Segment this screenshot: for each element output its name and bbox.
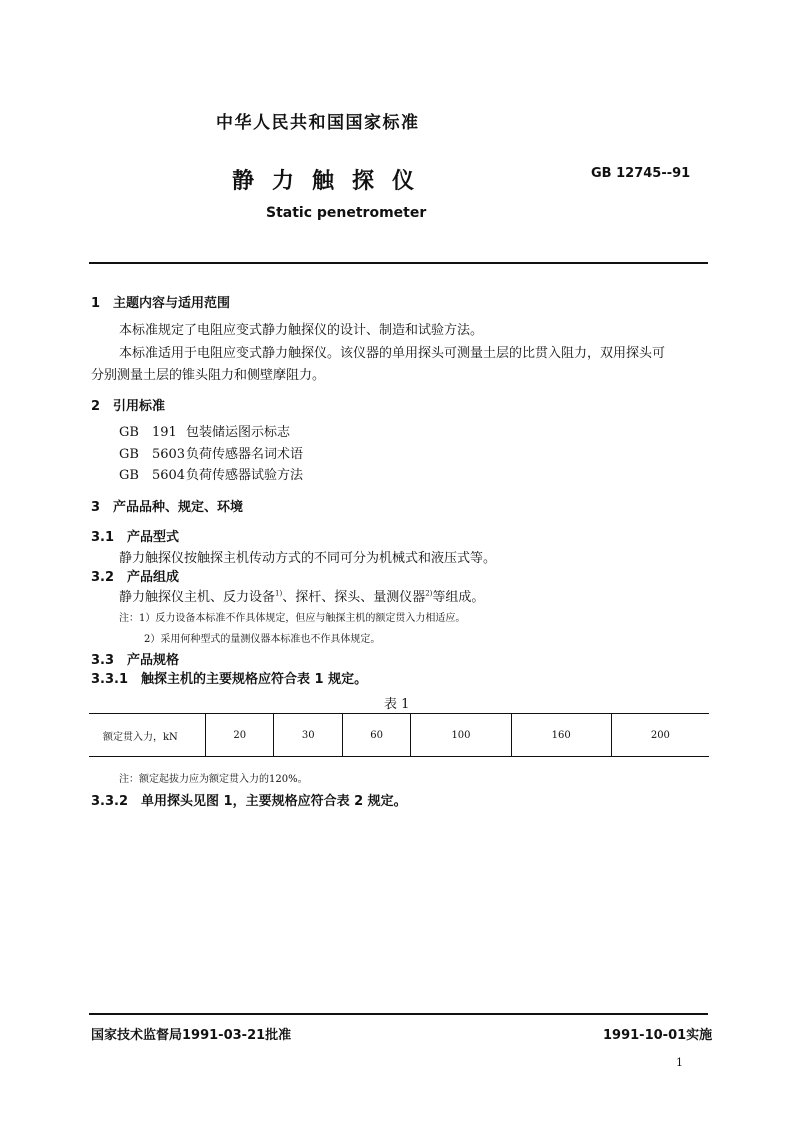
footer-divider: [89, 1013, 708, 1015]
table-cell: 30: [274, 714, 342, 757]
reference-title: 负荷传感器名词术语: [186, 447, 304, 462]
effective-date: 1991-10-01实施: [603, 1028, 713, 1043]
footnote-marker-2: 2): [425, 589, 433, 598]
section-3-3-heading: 3.3 产品规格: [91, 653, 180, 668]
section-3-heading: 3 产品品种、规定、环境: [91, 500, 244, 515]
approval-text: 国家技术监督局1991-03-21批准: [91, 1028, 292, 1043]
header-divider: [89, 262, 708, 264]
reference-code: GB 191: [119, 425, 177, 440]
table-note: 注：额定起拔力应为额定贯入力的120%。: [119, 774, 308, 785]
section-2-heading: 2 引用标准: [91, 399, 166, 414]
composition-part-c: 等组成。: [432, 590, 485, 605]
section-3-1-text: 静力触探仪按触探主机传动方式的不同可分为机械式和液压式等。: [119, 551, 497, 566]
reference-code: GB 5604: [119, 468, 186, 483]
section-3-3-2-text: 3.3.2 单用探头见图 1，主要规格应符合表 2 规定。: [91, 794, 407, 809]
english-subtitle: Static penetrometer: [266, 205, 427, 221]
footnote-marker-1: 1): [275, 589, 283, 598]
table-cell: 20: [206, 714, 274, 757]
section-1-paragraph-1: 本标准规定了电阻应变式静力触探仪的设计、制造和试验方法。: [119, 323, 484, 338]
table-cell: 160: [511, 714, 611, 757]
standard-code: GB 12745--91: [591, 166, 691, 181]
table-cell: 100: [411, 714, 511, 757]
section-1-heading: 1 主题内容与适用范围: [91, 296, 231, 311]
table-caption: 表 1: [384, 697, 410, 712]
national-standard-label: 中华人民共和国国家标准: [216, 113, 420, 133]
page-title: 静力触探仪: [232, 169, 433, 194]
section-3-3-1-text: 3.3.1 触探主机的主要规格应符合表 1 规定。: [91, 672, 368, 687]
page-number: 1: [676, 1056, 683, 1069]
note-1: 注：1）反力设备本标准不作具体规定，但应与触探主机的额定贯入力相适应。: [119, 613, 466, 624]
section-1-paragraph-2a: 本标准适用于电阻应变式静力触探仪。该仪器的单用探头可测量土层的比贯入阻力，双用探头可: [119, 346, 666, 361]
reference-title: 负荷传感器试验方法: [186, 468, 304, 483]
table-header-cell: 额定贯入力，kN: [89, 714, 206, 757]
note-2: 2）采用何种型式的量测仪器本标准也不作具体规定。: [144, 634, 381, 645]
composition-part-b: 、探杆、探头、量测仪器: [282, 590, 426, 605]
reference-title: 包装储运图示标志: [186, 425, 291, 440]
section-3-1-heading: 3.1 产品型式: [91, 530, 180, 545]
reference-code: GB 5603: [119, 447, 186, 462]
table-cell: 60: [342, 714, 410, 757]
composition-part-a: 静力触探仪主机、反力设备: [119, 590, 276, 605]
table-cell: 200: [611, 714, 709, 757]
table-row: [89, 714, 709, 757]
section-1-paragraph-2b: 分别测量土层的锥头阻力和侧壁摩阻力。: [91, 368, 326, 383]
section-3-2-heading: 3.2 产品组成: [91, 570, 180, 585]
section-3-2-text: [119, 586, 484, 605]
specification-table: [89, 713, 709, 757]
